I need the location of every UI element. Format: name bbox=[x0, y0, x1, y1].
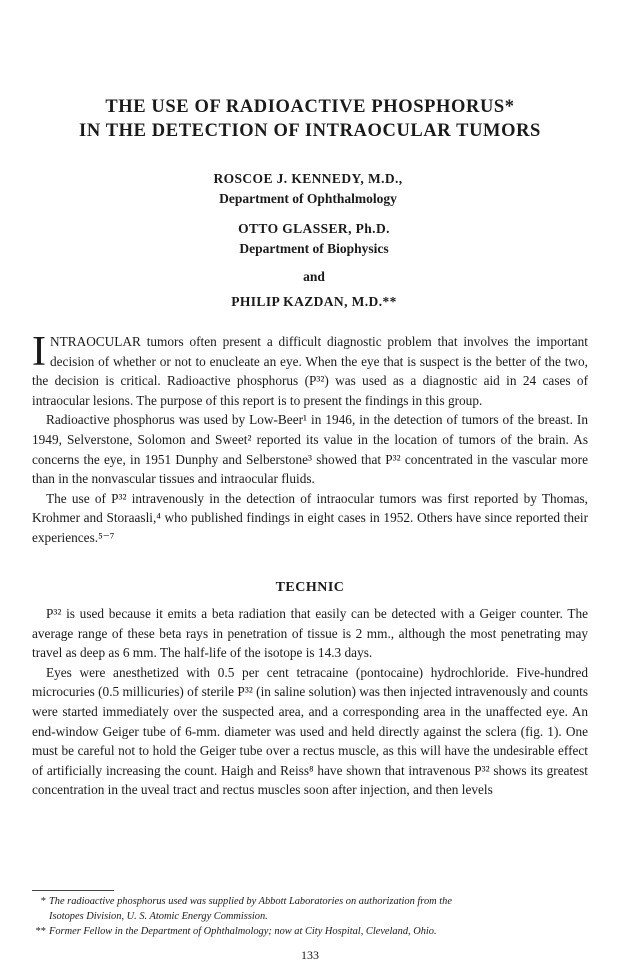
drop-cap: I bbox=[32, 329, 46, 375]
footnote-2-mark: ** bbox=[35, 926, 46, 937]
technic-paragraph-2: Eyes were anesthetized with 0.5 per cent tetracaine (pontocaine) hydrochloride. Five-hundred microcuries (0.5 millicuries) of sterile P³² (in saline solution) was then injected intravenously and counts were started immediately over the suspected area, and a corresponding area in the unaffected eye. An end-window Geiger tube of 6-mm. diameter was used and held directly against the sclera (fig. 1). One must be careful not to hold the Geiger tube over a rectus muscle, as this will have the undesirable effect of artificially increasing the count. Haigh and Reiss⁸ have shown that intravenous P³² shows its greatest concentration in the uveal tract and rectus muscles soon after injection, and then levels bbox=[32, 664, 588, 798]
author-department-1: Department of Ophthalmology bbox=[219, 191, 397, 206]
footnote-1-line-2: Isotopes Division, U. S. Atomic Energy Commission. bbox=[49, 910, 268, 922]
page-number: 133 bbox=[301, 948, 319, 962]
intro-paragraph-2: Radioactive phosphorus was used by Low-Beer¹ in 1946, in the detection of tumors of the breast. In 1949, Selverstone, Solomon and Sweet² reported its value in the location of tumors of the brain. As concerns the eye, in 1951 Dunphy and Selberstone³ showed that P³² concentrated in the vascular more than in the nonvascular tissues and intraocular fluids. bbox=[32, 412, 588, 487]
footnote-1 bbox=[32, 895, 588, 924]
author-name-3: PHILIP KAZDAN, M.D.** bbox=[231, 294, 397, 309]
footnote-divider bbox=[32, 890, 114, 891]
article-title-line-2: IN THE DETECTION OF INTRAOCULAR TUMORS bbox=[79, 121, 541, 141]
footnote-1-mark: * bbox=[40, 896, 46, 907]
section-heading-technic: TECHNIC bbox=[275, 580, 345, 595]
author-conjunction: and bbox=[303, 269, 325, 284]
author-department-2: Department of Biophysics bbox=[239, 241, 389, 256]
author-name-2: OTTO GLASSER, Ph.D. bbox=[238, 221, 390, 236]
footnote-2-text: Former Fellow in the Department of Ophthalmology; now at City Hospital, Cleveland, Ohio. bbox=[49, 926, 437, 937]
introduction-section bbox=[32, 329, 588, 548]
technic-paragraph-1: P³² is used because it emits a beta radiation that easily can be detected with a Geiger counter. The average range of these beta rays in penetration of tissue is 2 mm., although the most penetrating may travel as deep as 6 mm. The half-life of the isotope is 14.3 days. bbox=[32, 606, 588, 661]
technic-section bbox=[32, 604, 588, 800]
intro-paragraph-1-text: NTRAOCULAR tumors often present a difficult diagnostic problem that involves the important decision of whether or not to enucleate an eye. When the eye that is suspect is the better of the two, the decision is critical. Radioactive phosphorus (P³²) was used as a diagnostic aid in 24 cases of intraocular lesions. The purpose of this report is to present the findings in this group. bbox=[32, 334, 588, 408]
footnote-2 bbox=[32, 925, 588, 940]
article-title-line-1: THE USE OF RADIOACTIVE PHOSPHORUS* bbox=[105, 97, 515, 117]
footnote-1-line-1: The radioactive phosphorus used was supplied by Abbott Laboratories on authorization from the bbox=[49, 896, 452, 907]
intro-paragraph-1 bbox=[32, 329, 588, 410]
author-name-1: ROSCOE J. KENNEDY, M.D., bbox=[213, 171, 403, 186]
intro-paragraph-3: The use of P³² intravenously in the detection of intraocular tumors was first reported by Thomas, Krohmer and Storaasli,⁴ who published findings in eight cases in 1952. Others have since reported their experiences.⁵⁻⁷ bbox=[32, 490, 588, 545]
